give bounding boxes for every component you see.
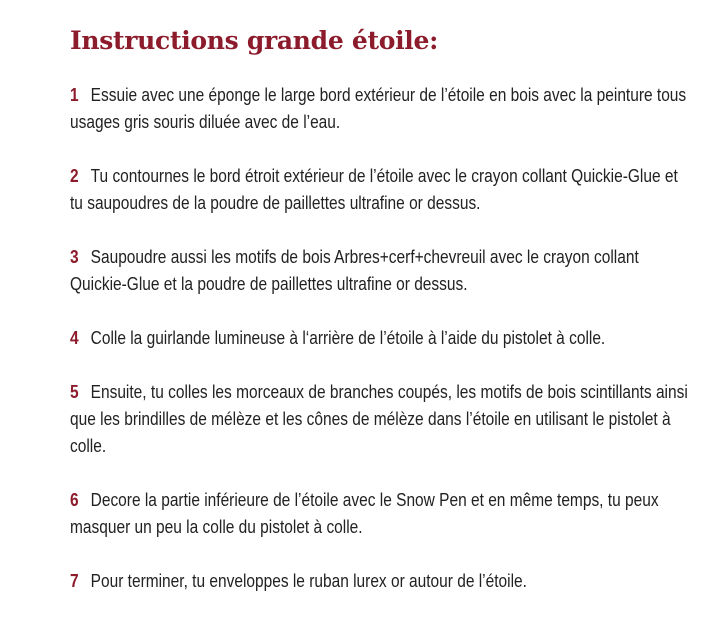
step-number: 2: [70, 166, 79, 186]
step-number: 1: [70, 85, 79, 105]
step-item: [70, 487, 693, 541]
step-number: 7: [70, 571, 79, 591]
step-item: [70, 82, 693, 136]
step-item: [70, 379, 693, 460]
step-item: [70, 244, 693, 298]
steps-list: [70, 82, 690, 595]
step-text: Decore la partie inférieure de l’étoile avec le Snow Pen et en même temps, tu peux masquer un peu la colle du pistolet à colle.: [70, 490, 659, 537]
step-text: Essuie avec une éponge le large bord extérieur de l’étoile en bois avec la peinture tous usages gris souris diluée avec de l’eau.: [70, 85, 687, 132]
instructions-page: [70, 24, 690, 622]
step-text: Colle la guirlande lumineuse à l‘arrière de l’étoile à l’aide du pistolet à colle.: [90, 328, 606, 348]
step-text: Saupoudre aussi les motifs de bois Arbres+cerf+chevreuil avec le crayon collant Quickie-Glue et la poudre de paillettes ultrafine or dessus.: [70, 247, 639, 294]
step-text: Ensuite, tu colles les morceaux de branches coupés, les motifs de bois scintillants ainsi que les brindilles de mélèze et les cônes de mélèze dans l’étoile en utilisant le pistolet à colle.: [70, 382, 688, 456]
step-number: 5: [70, 382, 79, 402]
step-item: [70, 325, 693, 352]
step-number: 6: [70, 490, 79, 510]
step-number: 3: [70, 247, 79, 267]
page-title: Instructions grande étoile:: [70, 26, 439, 55]
step-text: Tu contournes le bord étroit extérieur de l’étoile avec le crayon collant Quickie-Glue et tu saupoudres de la poudre de paillettes ultrafine or dessus.: [70, 166, 678, 213]
step-number: 4: [70, 328, 79, 348]
step-item: [70, 568, 693, 595]
step-item: [70, 163, 693, 217]
step-text: Pour terminer, tu enveloppes le ruban lurex or autour de l’étoile.: [90, 571, 527, 591]
